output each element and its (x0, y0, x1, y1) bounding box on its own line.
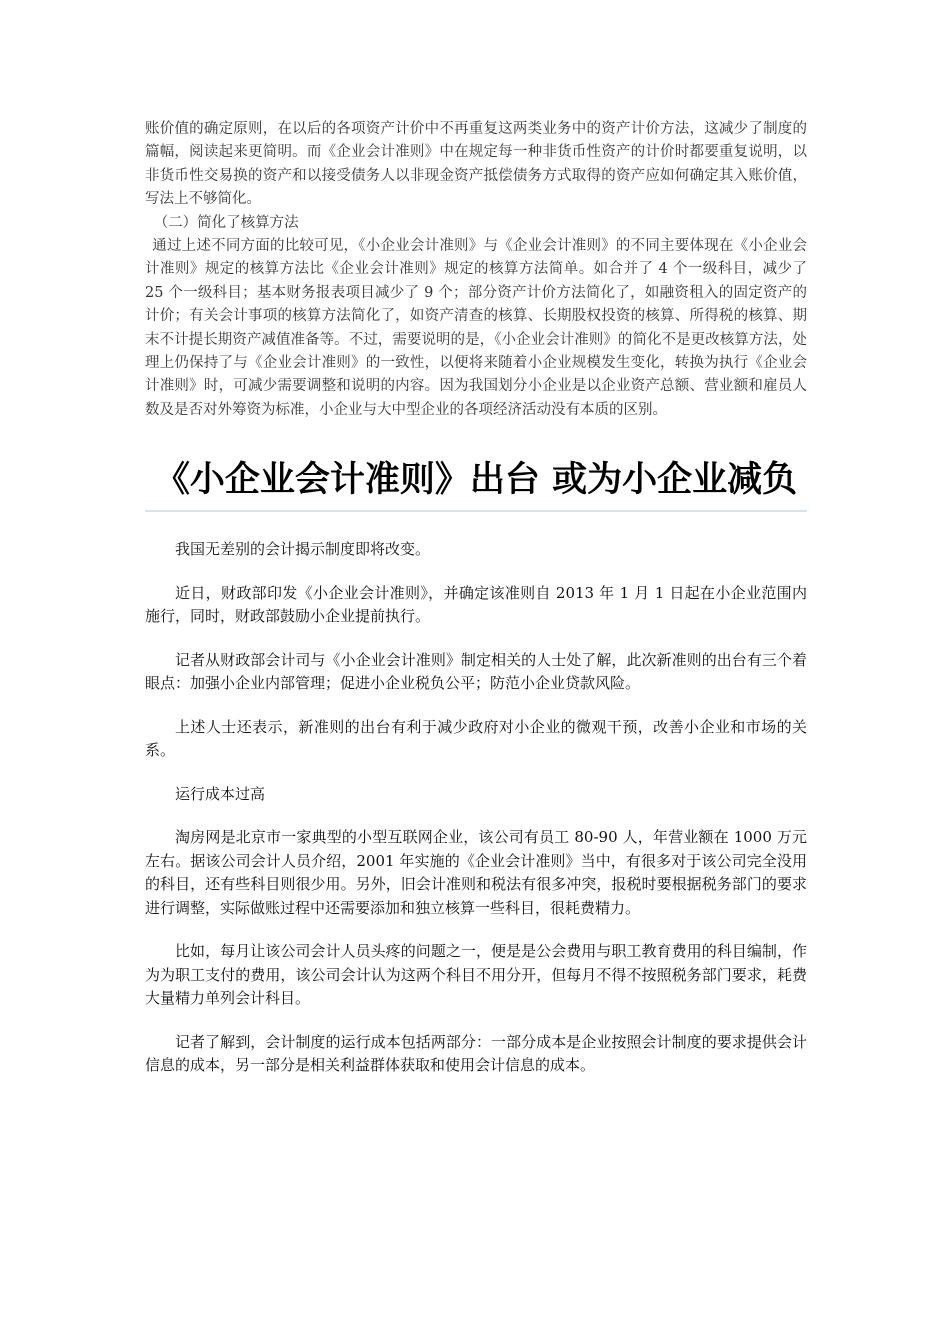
section-heading: （二）简化了核算方法 (153, 214, 299, 231)
previous-section (145, 118, 807, 422)
paragraph: 通过上述不同方面的比较可见，《小企业会计准则》与《企业会计准则》的不同主要体现在《小企业会计准则》规定的核算方法比《企业会计准则》规定的核算方法简单。如合并了 4 个一级科目，减少了 25 个一级科目；基本财务报表项目减少了 9 个；部分资产计价方法简化了，如融资租入的固定资产的计价；有关会计事项的核算方法简化了，如资产清查的核算、长期股权投资的核算、所得税的核算、期末不计提长期资产减值准备等。不过，需要说明的是，《小企业会计准则》的简化不是更改核算方法，处理上仍保持了与《企业会计准则》的一致性，以便将来随着小企业规模发生变化，转换为执行《企业会计准则》时，可减少需要调整和说明的内容。因为我国划分小企业是以企业资产总额、营业额和雇员人数及是否对外筹资为标准，小企业与大中型企业的各项经济活动没有本质的区别。 (145, 238, 807, 418)
article-body (145, 538, 807, 1078)
paragraph: 比如，每月让该公司会计人员头疼的问题之一，便是是公会费用与职工教育费用的科目编制，作为为职工支付的费用，该公司会计认为这两个科目不用分开，但每月不得不按照税务部门要求，耗费大量精力单列会计科目。 (145, 942, 807, 1008)
paragraph: 淘房网是北京市一家典型的小型互联网企业，该公司有员工 80-90 人，年营业额在 1000 万元左右。据该公司会计人员介绍，2001 年实施的《企业会计准则》当中，有很多对于该公司完全没用的科目，还有些科目则很少用。另外，旧会计准则和税法有很多冲突，报税时要根据税务部门的要求进行调整，实际做账过程中还需要添加和独立核算一些科目，很耗费精力。 (145, 828, 807, 917)
paragraph: 我国无差别的会计揭示制度即将改变。 (175, 540, 431, 559)
paragraph: 上述人士还表示，新准则的出台有利于减少政府对小企业的微观干预，改善小企业和市场的关系。 (145, 717, 807, 760)
article-title: 《小企业会计准则》出台 或为小企业减负 (145, 455, 807, 512)
paragraph: 记者从财政部会计司与《小企业会计准则》制定相关的人士处了解，此次新准则的出台有三个着眼点：加强小企业内部管理；促进小企业税负公平；防范小企业贷款风险。 (145, 650, 807, 693)
subheading: 运行成本过高 (175, 784, 266, 803)
paragraph: 记者了解到，会计制度的运行成本包括两部分：一部分成本是企业按照会计制度的要求提供会计信息的成本，另一部分是相关利益群体获取和使用会计信息的成本。 (145, 1032, 807, 1075)
paragraph: 账价值的确定原则，在以后的各项资产计价中不再重复这两类业务中的资产计价方法，这减少了制度的篇幅，阅读起来更简明。而《企业会计准则》中在规定每一种非货币性资产的计价时都要重复说明，以非货币性交易换的资产和以接受债务人以非现金资产抵偿债务方式取得的资产应如何确定其入账价值，写法上不够简化。 (145, 121, 807, 208)
document-page (145, 118, 807, 1098)
paragraph: 近日，财政部印发《小企业会计准则》，并确定该准则自 2013 年 1 月 1 日起在小企业范围内施行，同时，财政部鼓励小企业提前执行。 (145, 583, 807, 626)
